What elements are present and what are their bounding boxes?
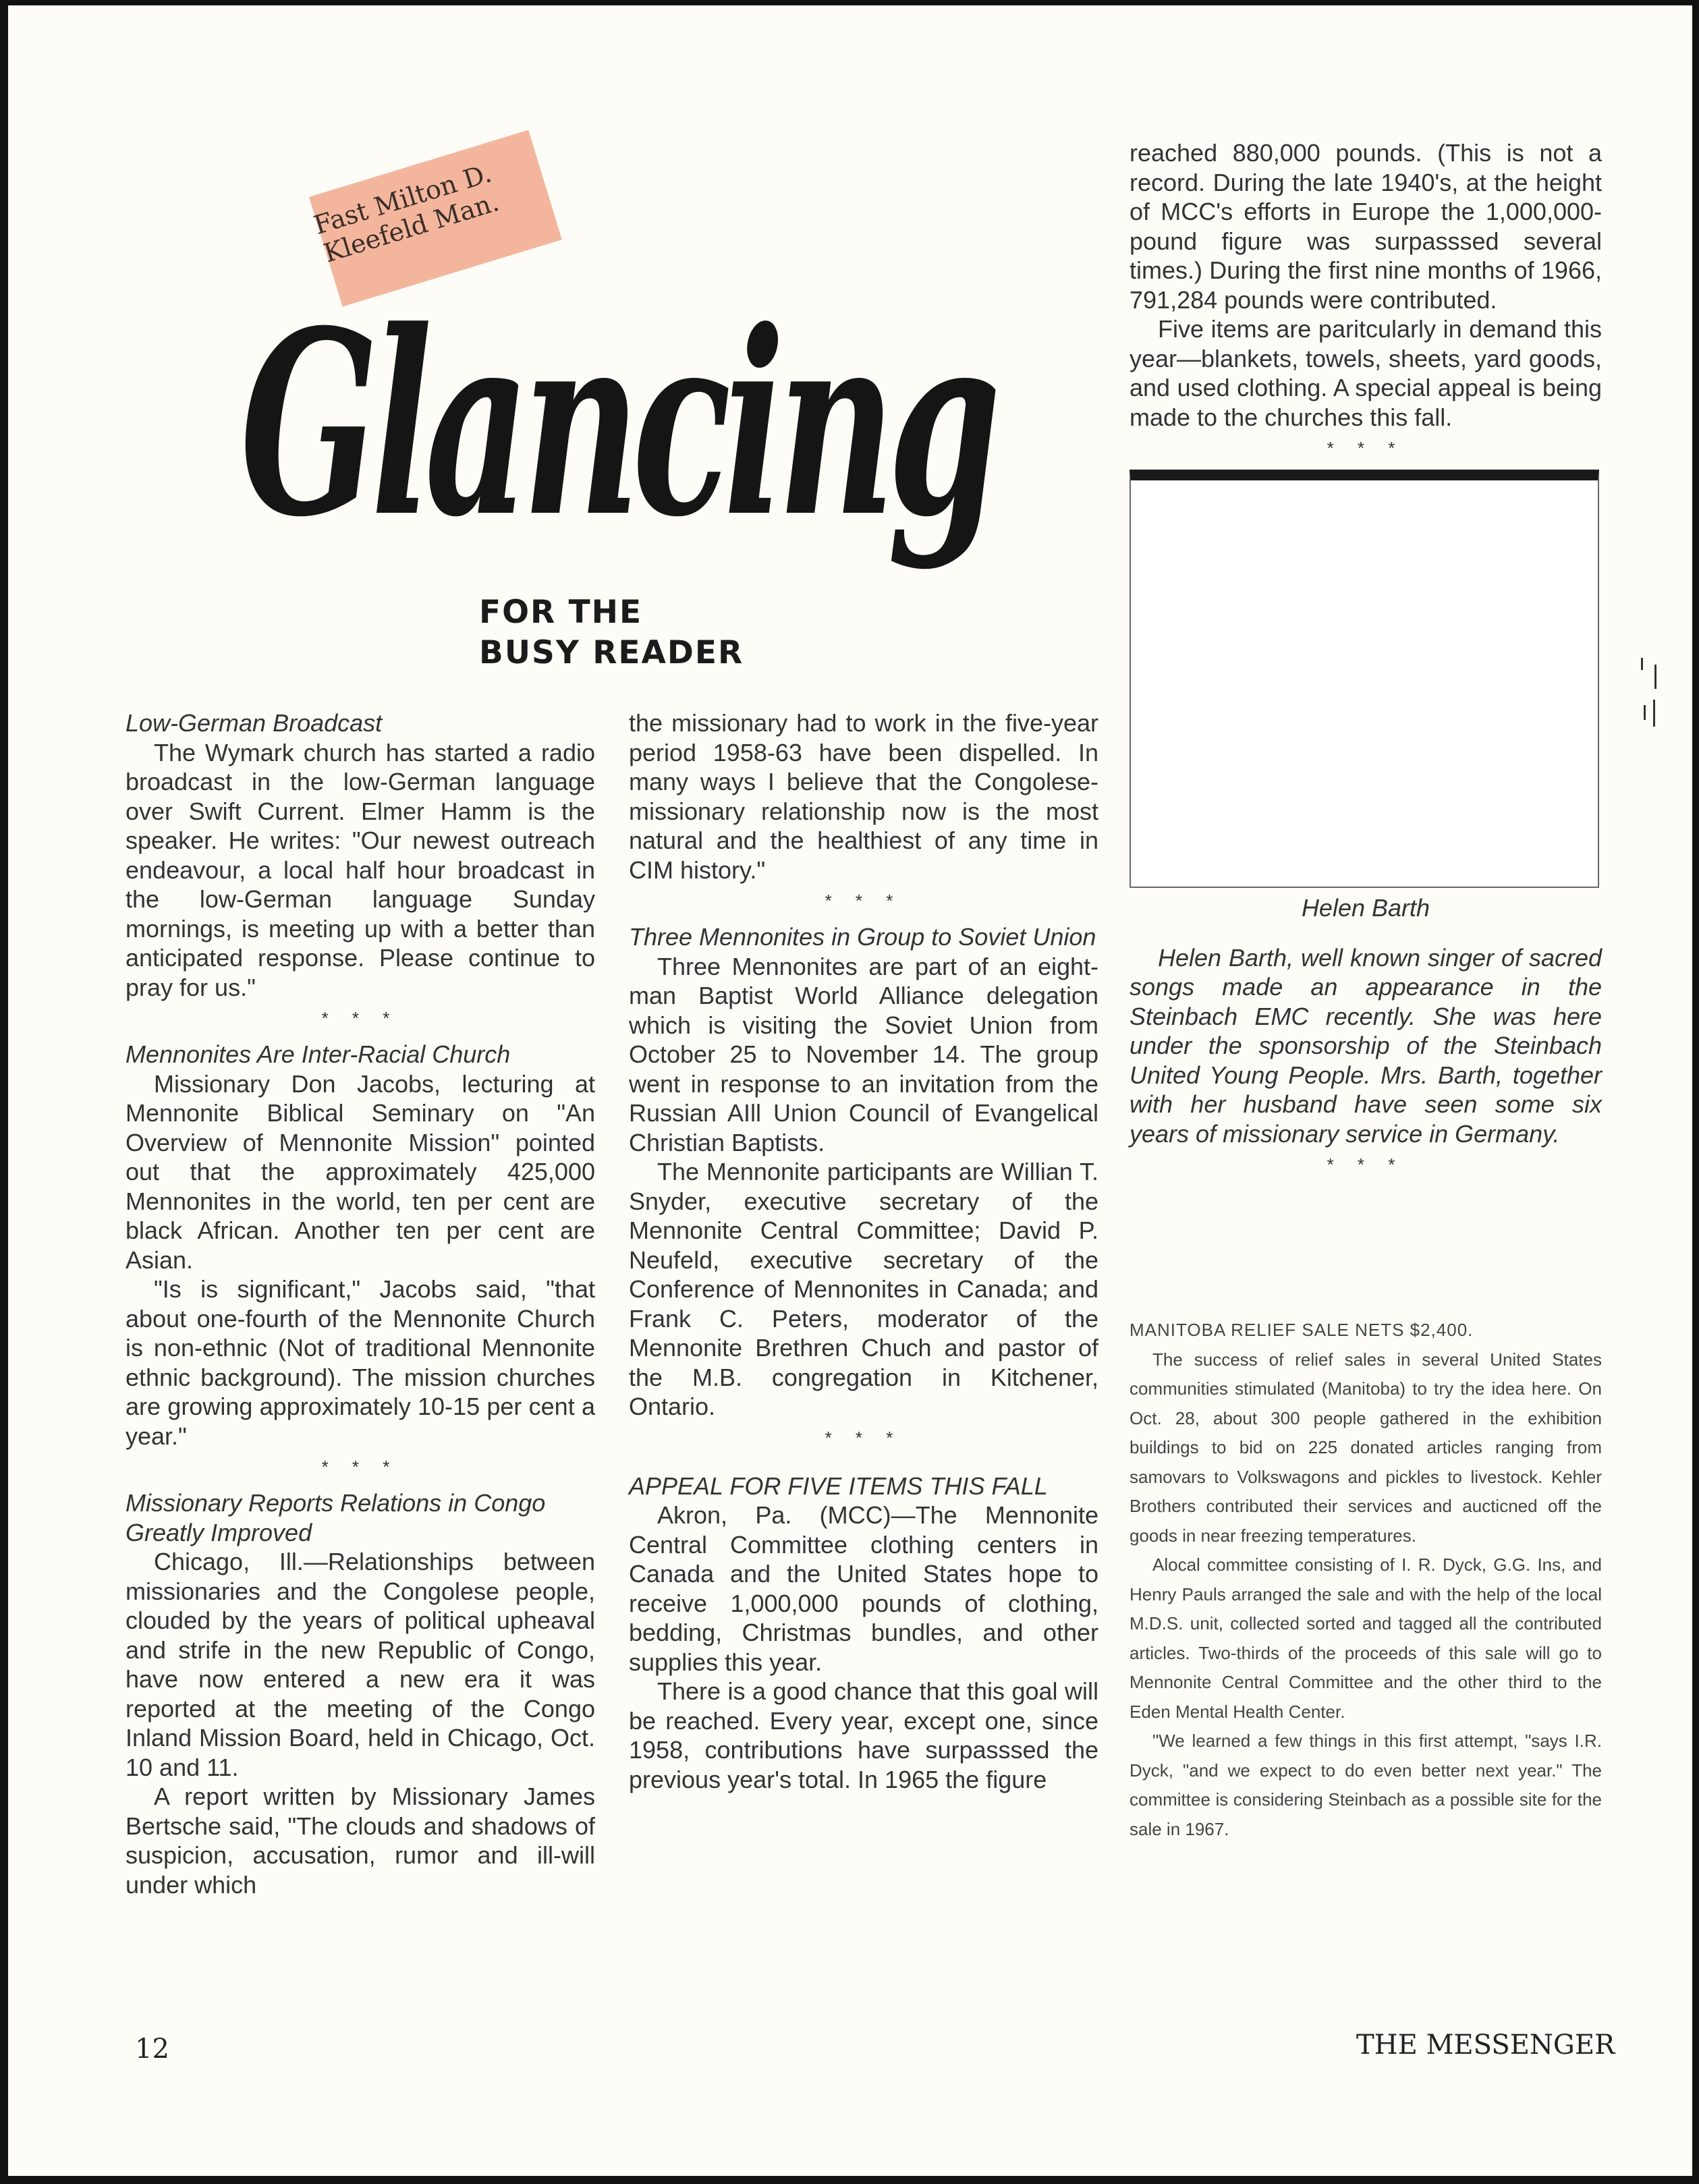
article-paragraph: A report written by Missionary James Bertsche said, "The clouds and shadows of suspicion, accusation, rumor and ill-will under which [126, 1783, 595, 1899]
column-1 [126, 708, 595, 1899]
section-divider: * * * [321, 1008, 399, 1028]
article-paragraph: There is a good chance that this goal will be reached. Every year, except one, since 1958, contributions have surpasssed the previous year's total. In 1965 the figure [629, 1677, 1098, 1793]
article-heading: Missionary Reports Relations in Congo Greatly Improved [126, 1489, 546, 1546]
article-paragraph: Missionary Don Jacobs, lecturing at Mennonite Biblical Seminary on "An Overview of Mennonite Mission" pointed out that the approximately 425,000 Mennonites in the world, ten per cent are black African. Another ten per cent are Asian. [126, 1069, 595, 1274]
publication-name: THE MESSENGER [1356, 2029, 1615, 2061]
page-number: 12 [135, 2034, 169, 2065]
article-paragraph: "We learned a few things in this first attempt, "says I.R. Dyck, "and we expect to do even better next year." The committee is considering Steinbach as a possible site for the sale in 1967. [1130, 1731, 1602, 1839]
edge-marks [1640, 658, 1660, 759]
article-paragraph: Three Mennonites are part of an eight-man Baptist World Alliance delegation which is visiting the Soviet Union from October 25 to November 14. The group went in response to an invitation from the Russian AIll Union Council of Evangelical Christian Baptists. [629, 952, 1098, 1156]
article-heading: APPEAL FOR FIVE ITEMS THIS FALL [629, 1472, 1048, 1500]
subtitle [479, 592, 830, 673]
article-paragraph: The Mennonite participants are Willian T. Snyder, executive secretary of the Mennonite Central Committee; David P. Neufeld, executive secretary of the Conference of Mennonites in Canada; and Frank C. Peters, moderator of the Mennonite Brethren Chuch and pastor of the M.B. congregation in Kitchener, Ontario. [629, 1158, 1098, 1420]
article-paragraph-continued: reached 880,000 pounds. (This is not a record. During the late 1940's, at the height of MCC's efforts in Europe the 1,000,000-pound figure was surpasssed several times.) During the first nine months of 1966, 791,284 pounds were contributed. [1130, 139, 1602, 314]
article-paragraph: Chicago, Ill.—Relationships between missionaries and the Congolese people, clouded by the years of political upheaval and strife in the new Republic of Congo, have now entered a new era it was reported at the meeting of the Congo Inland Mission Board, held in Chicago, Oct. 10 and 11. [126, 1548, 595, 1781]
column-3-relief-sale [1130, 1316, 1602, 1844]
article-paragraph: The success of relief sales in several United States communities stimulated (Manitoba) to try the idea here. On Oct. 28, about 300 people gathered in the exhibition buildings to bid on 225 donated articles ranging from samovars to Volkswagons and pickles to livestock. Kehler Brothers contributed their services and aucticned off the goods in near freezing temperatures. [1130, 1349, 1602, 1546]
photo-caption: Helen Barth [1301, 894, 1430, 922]
article-paragraph: Helen Barth, well known singer of sacred songs made an appearance in the Steinbach EMC recently. She was here under the sponsorship of the Steinbach United Young People. Mrs. Barth, together with her husband have seen some six years of missionary service in Germany. [1130, 943, 1602, 1148]
clipping-text: Fast Milton D. Kleefeld Man. [310, 158, 503, 269]
page-title [240, 275, 994, 594]
article-heading: Mennonites Are Inter-Racial Church [126, 1040, 511, 1068]
article-heading: MANITOBA RELIEF SALE NETS $2,400. [1130, 1320, 1474, 1340]
subtitle-line-1: FOR THE [479, 594, 643, 631]
title-script-graphic [240, 275, 994, 594]
section-divider: * * * [321, 1457, 399, 1477]
section-divider: * * * [1327, 438, 1405, 458]
photo-placeholder [1130, 470, 1599, 888]
article-heading: Three Mennonites in Group to Soviet Union [629, 923, 1096, 951]
section-divider: * * * [825, 1427, 903, 1448]
article-paragraph: Five items are paritcularly in demand this year—blankets, towels, sheets, yard goods, and used clothing. A special appeal is being made to the churches this fall. [1130, 315, 1602, 431]
subtitle-line-2: BUSY READER [479, 634, 744, 671]
section-divider: * * * [825, 891, 903, 911]
broadcast-text: The Wymark church has started a radio broadcast in the low-German language over Swift Current. Elmer Hamm is the speaker. He writes: "Our newest outreach endeavour, a local half hour broadcast in the low-German language Sunday mornings, is meeting up with a better than anticipated response. Please continue to pray for us." [126, 738, 595, 1001]
column-2 [629, 708, 1098, 1794]
article-paragraph [126, 738, 595, 1003]
section-divider: * * * [1327, 1154, 1405, 1175]
title-text: Glancing [240, 275, 994, 573]
article-paragraph: Akron, Pa. (MCC)—The Mennonite Central Committee clothing centers in Canada and the United States hope to receive 1,000,000 pounds of clothing, bedding, Christmas bundles, and other supplies this year. [629, 1501, 1098, 1676]
article-heading: Low-German Broadcast [126, 709, 383, 737]
article-paragraph: "Is is significant," Jacobs said, "that about one-fourth of the Mennonite Church is non-ethnic (Not of traditional Mennonite ethnic background). The mission churches are growing approximately 10-15 per cent a year." [126, 1275, 595, 1450]
article-paragraph-continued: the missionary had to work in the five-year period 1958-63 have been dispelled. In many ways I believe that the Congolese-missionary relationship now is the most natural and the healthiest of any time in CIM history." [629, 709, 1098, 884]
column-3 [1130, 138, 1602, 1186]
article-paragraph: Alocal committee consisting of I. R. Dyck, G.G. Ins, and Henry Pauls arranged the sale and with the help of the local M.D.S. unit, collected sorted and tagged all the contributed articles. Two-thirds of the proceeds of this sale will go to Mennonite Central Committee and the other third to the Eden Mental Health Center. [1130, 1555, 1602, 1722]
